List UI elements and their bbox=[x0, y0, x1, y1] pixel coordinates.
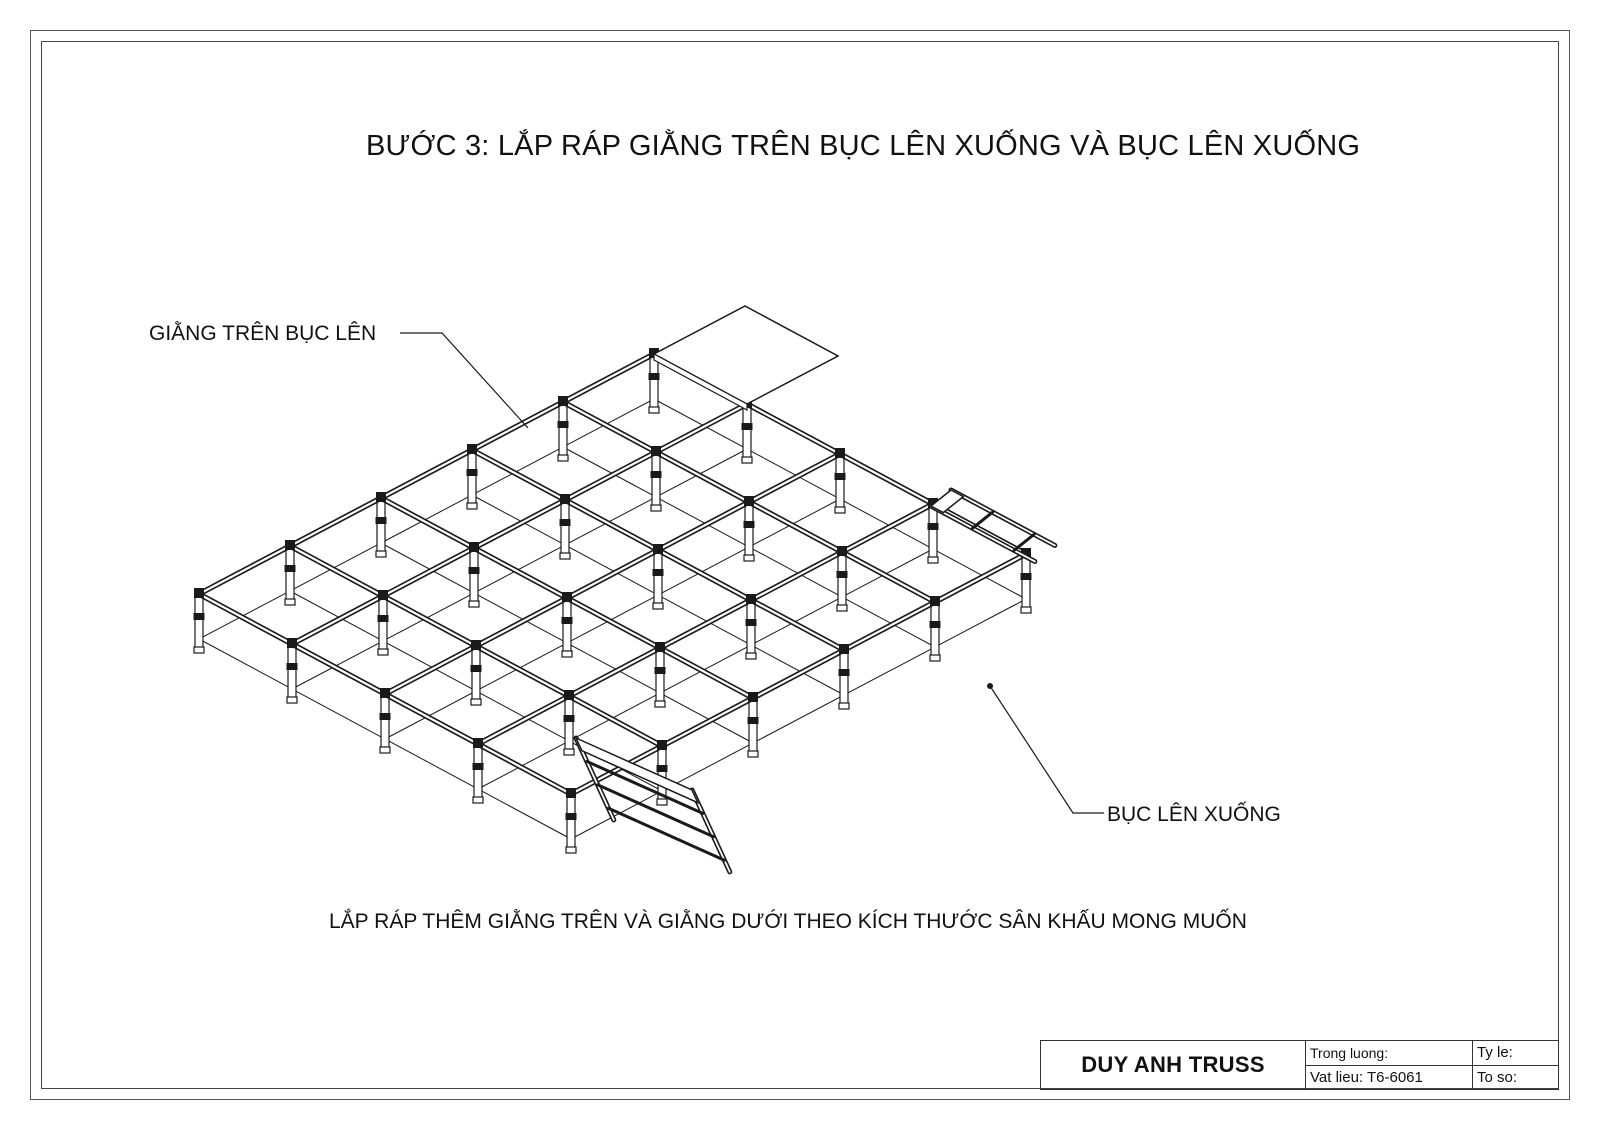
leg bbox=[558, 402, 568, 461]
leg bbox=[1021, 554, 1031, 613]
leader-upper-bracing bbox=[400, 333, 528, 428]
stair-front bbox=[576, 738, 730, 872]
leg bbox=[380, 694, 390, 753]
leg bbox=[287, 644, 297, 703]
lower-brace bbox=[292, 449, 747, 689]
joint bbox=[566, 788, 576, 798]
joint bbox=[285, 540, 295, 550]
upper-brace bbox=[478, 504, 933, 744]
joint bbox=[467, 444, 477, 454]
leg bbox=[930, 602, 940, 661]
leg bbox=[653, 550, 663, 609]
leg bbox=[378, 596, 388, 655]
joint bbox=[560, 494, 570, 504]
deck-top bbox=[654, 306, 838, 404]
leg bbox=[471, 646, 481, 705]
leg bbox=[837, 552, 847, 611]
joint bbox=[748, 692, 758, 702]
leg bbox=[649, 354, 659, 413]
company-name: DUY ANH TRUSS bbox=[1041, 1041, 1306, 1089]
page-title: BƯỚC 3: LẮP RÁP GIẰNG TRÊN BỤC LÊN XUỐNG VÀ BỤC LÊN XUỐNG bbox=[366, 130, 1361, 162]
leg bbox=[564, 696, 574, 755]
leader-stairs bbox=[990, 686, 1104, 813]
leg bbox=[742, 404, 752, 463]
joint bbox=[469, 542, 479, 552]
callout-stairs: BỤC LÊN XUỐNG bbox=[1107, 803, 1281, 826]
joint bbox=[651, 446, 661, 456]
caption: LẮP RÁP THÊM GIẰNG TRÊN VÀ GIẰNG DƯỚI THEO KÍCH THƯỚC SÂN KHẤU MONG MUỐN bbox=[329, 910, 1247, 933]
sheet-label: To so: bbox=[1477, 1068, 1518, 1086]
joint bbox=[835, 448, 845, 458]
joint bbox=[287, 638, 297, 648]
joint bbox=[744, 496, 754, 506]
joint bbox=[376, 492, 386, 502]
callout-upper-bracing: GIẰNG TRÊN BỤC LÊN bbox=[149, 322, 377, 345]
leg bbox=[928, 504, 938, 563]
joint bbox=[194, 588, 204, 598]
joint bbox=[471, 640, 481, 650]
joint bbox=[930, 596, 940, 606]
leg bbox=[285, 546, 295, 605]
leg bbox=[376, 498, 386, 557]
joint bbox=[380, 688, 390, 698]
upper-brace bbox=[292, 404, 747, 644]
leg bbox=[562, 598, 572, 657]
leg bbox=[194, 594, 204, 653]
joint bbox=[839, 644, 849, 654]
material-label: Vat lieu: T6-6061 bbox=[1310, 1068, 1423, 1086]
leg bbox=[746, 600, 756, 659]
stair-back bbox=[931, 490, 1055, 561]
joint bbox=[558, 396, 568, 406]
title-block bbox=[1040, 1040, 1559, 1090]
joint bbox=[837, 546, 847, 556]
joint bbox=[562, 592, 572, 602]
leg bbox=[467, 450, 477, 509]
joint bbox=[657, 740, 667, 750]
upper-brace bbox=[385, 454, 840, 694]
stage-grid bbox=[194, 348, 1031, 853]
leg bbox=[835, 454, 845, 513]
scale-label: Ty le: bbox=[1473, 1041, 1558, 1066]
leg bbox=[744, 502, 754, 561]
leg bbox=[651, 452, 661, 511]
leg bbox=[748, 698, 758, 757]
deck-panel bbox=[654, 306, 838, 410]
joint bbox=[564, 690, 574, 700]
leg bbox=[473, 744, 483, 803]
joint bbox=[655, 642, 665, 652]
leg bbox=[655, 648, 665, 707]
leg bbox=[560, 500, 570, 559]
leg bbox=[566, 794, 576, 853]
joint bbox=[653, 544, 663, 554]
joint bbox=[378, 590, 388, 600]
joint bbox=[473, 738, 483, 748]
lower-brace bbox=[199, 399, 654, 639]
weight-label: Trong luong: bbox=[1306, 1041, 1472, 1066]
leg bbox=[839, 650, 849, 709]
joint bbox=[746, 594, 756, 604]
upper-brace bbox=[199, 354, 654, 594]
upper-brace bbox=[571, 554, 1026, 794]
leg bbox=[469, 548, 479, 607]
